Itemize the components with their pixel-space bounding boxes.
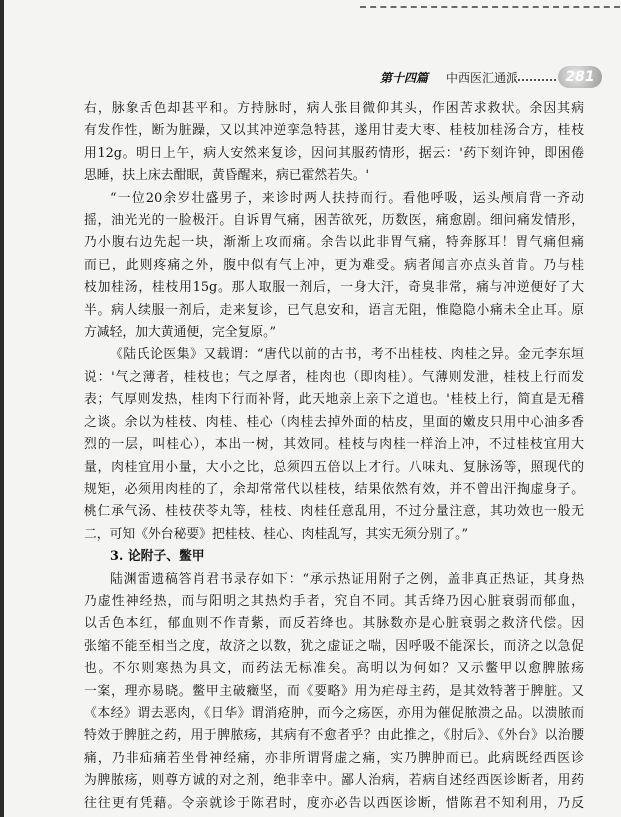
text-line: 二，可知《外台秘要》把桂枝、桂心、肉桂乱写，其实无须分别了。” xyxy=(84,526,469,542)
text-line: 桃仁承气汤、桂枝茯苓丸等，桂枝、肉桂任意乱用，不过分量注意，其功效也一般无 xyxy=(84,504,584,520)
text-line: 陆渊雷遗稿答肖君书录存如下：“承示热证用附子之例，盖非真正热证，其身热 xyxy=(110,571,584,587)
text-line: 说：'气之薄者，桂枝也；气之厚者，桂肉也（即肉桂）。气薄则发泄，桂枝上行而发 xyxy=(84,369,584,385)
text-line: 思睡，扶上床去酣眠，黄昏醒来，病已霍然若失。' xyxy=(84,168,370,184)
text-line: 枝加桂汤，桂枝用15g。那人取服一剂后，一身大汗，奇臭非常，痛与冲逆便好了大 xyxy=(84,280,584,296)
book-title: 中西医汇通派 xyxy=(446,71,519,85)
text-line: 为脾脓疡，则尊方诚的对之剂，绝非幸中。鄙人治病，若病自述经西医诊断者，用药 xyxy=(84,773,584,789)
text-line: 方减轻，加大黄通便，完全复原。” xyxy=(84,325,277,341)
text-line: 而已，此则疼痛之外，腹中似有气上冲，更为难受。病者闻言亦点头首肯。乃与桂 xyxy=(84,257,584,273)
text-line: “一位20余岁壮盛男子，来诊时两人扶持而行。看他呼吸，运头颅肩背一齐动 xyxy=(110,190,584,206)
text-line: 半。病人续服一剂后，走来复诊，已气息安和，语言无阻，惟隐隐小痛未全止耳。原 xyxy=(84,302,584,318)
text-line: 张缩不能至相当之度，故济之以数，犹之虚证之喘，因呼吸不能深长，而济之以急促 xyxy=(84,638,584,654)
section-heading: 3. 论附子、鳖甲 xyxy=(110,549,205,565)
text-line: 特效于脾脏之药，用于脾脓疡，其病有不愈者乎？由此推之，《肘后》、《外台》以治腰 xyxy=(84,728,584,744)
text-line: 痛，乃非疝痛若坐骨神经痛，亦非所谓肾虚之痛，实乃脾肿而已。此病既经西医诊 xyxy=(84,750,584,766)
text-line: 摇，油光光的一脸极汗。自诉胃气痛，困苦欲死，历数医，痛愈剧。细问痛发情形， xyxy=(84,213,584,229)
top-dashed-rule xyxy=(360,6,620,8)
text-line: 《本经》谓去恶肉，《日华》谓消疮肿，而今之疡医，亦用为催促脓溃之品。以溃脓而 xyxy=(84,705,584,721)
text-line: 以舌色本红，郁血则不作青紫，而反若绛也。其脉数亦是心脏衰弱之救济代偿。因 xyxy=(84,616,584,632)
page-left-border xyxy=(0,0,4,817)
text-line: 一案，理亦易晓。鳖甲主破癥坚，而《要略》用为疟母主药，是其效特著于脾脏。又 xyxy=(84,683,584,699)
text-line: 乃小腹右边先起一块，渐渐上攻而痛。余告以此非胃气痛，特奔豚耳！胃气痛但痛 xyxy=(84,235,584,251)
header-leader-dots xyxy=(514,79,556,81)
body-text xyxy=(84,98,584,815)
text-line: 乃虚性神经热，而与阳明之其热灼手者，究自不同。其舌绛乃因心脏衰弱而郁血， xyxy=(84,593,584,609)
page-number-badge: 281 xyxy=(558,66,602,88)
chapter-label: 第十四篇 xyxy=(380,71,429,85)
text-line: 也。不尔则寒热为具文，而药法无标准矣。高明以为何如？又示鳖甲以愈脾脓疡 xyxy=(84,661,584,677)
text-line: 往往更有凭藉。令亲就诊于陈君时，度亦必告以西医诊断，惜陈君不知利用，乃反 xyxy=(84,795,584,811)
text-line: 用12g。明日上午，病人安然来复诊，因问其服药情形，据云：'药下刻许钟，即困倦 xyxy=(84,145,584,161)
text-line: 《陆氏论医集》又载谓：“唐代以前的古书，考不出桂枝、肉桂之异。金元李东垣 xyxy=(110,347,584,363)
text-line: 量，肉桂宜用小量，大小之比，总须四五倍以上才行。八味丸、复脉汤等，照现代的 xyxy=(84,459,584,475)
text-line: 规矩，必须用肉桂的了，余却常常代以桂枝，结果依然有效，并不曾出汗掏虚身子。 xyxy=(84,481,584,497)
text-line: 烈的一层，叫桂心），本出一树，其效同。桂枝与肉桂一样治上冲，不过桂枝宜用大 xyxy=(84,437,584,453)
running-header xyxy=(380,66,602,88)
text-line: 表；气厚则发热，桂肉下行而补肾，此天地亲上亲下之道也。'桂枝上行，简直是无稽 xyxy=(84,392,584,408)
text-line: 有发作性，断为脏躁，又以其冲逆挛急特甚，遂用甘麦大枣、桂枝加桂汤合方，桂枝 xyxy=(84,123,584,139)
text-line: 之谈。余以为桂枝、肉桂、桂心（肉桂去掉外面的枯皮，里面的嫩皮只用中心油多香 xyxy=(84,414,584,430)
text-line: 右，脉象舌色却甚平和。方持脉时，病人张目微仰其头，作困苦求救状。余因其病 xyxy=(84,101,584,116)
